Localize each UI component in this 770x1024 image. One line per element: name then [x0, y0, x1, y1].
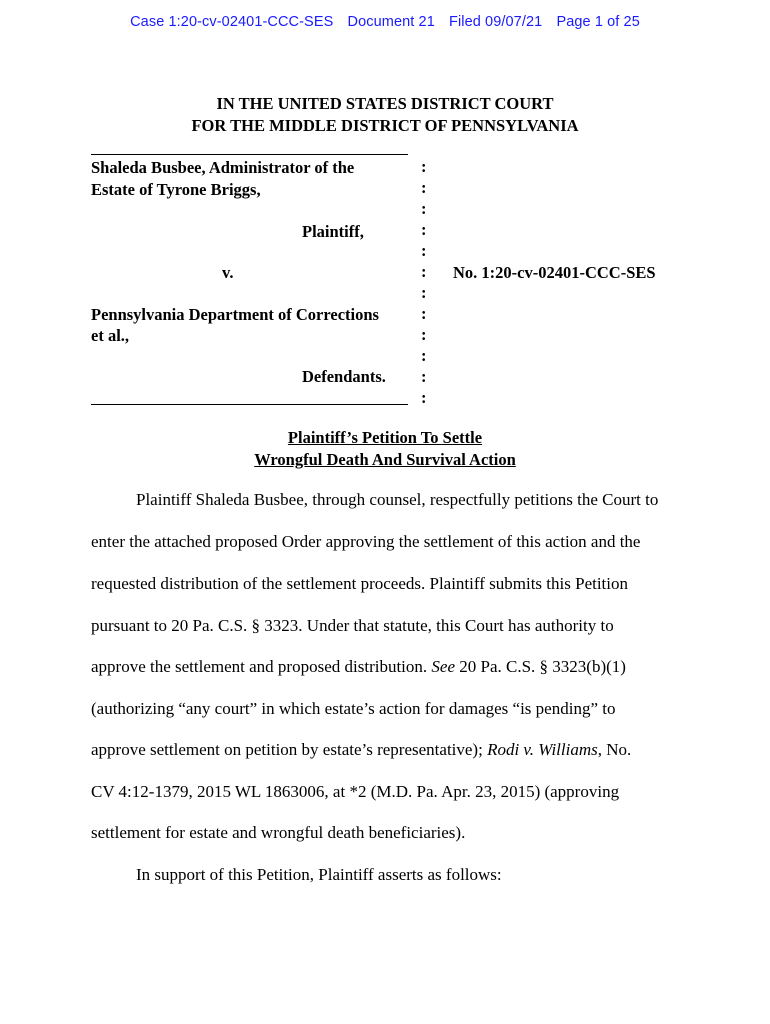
defendant-name-line-2: et al., [91, 326, 130, 345]
plaintiff-role: Plaintiff, [302, 222, 364, 241]
body-line: CV 4:12-1379, 2015 WL 1863006, at *2 (M.D. Pa. Apr. 23, 2015) (approving [91, 782, 620, 801]
petition-title-line-2: Wrongful Death And Survival Action [254, 450, 516, 469]
caption-colon: : [421, 304, 427, 323]
caption-colon: : [421, 388, 427, 407]
defendant-role: Defendants. [302, 367, 386, 386]
signal-see: See [431, 657, 455, 676]
caption-colon: : [421, 262, 427, 281]
body-line [91, 740, 631, 760]
body-line: Plaintiff Shaleda Busbee, through counsel, respectfully petitions the Court to [136, 490, 659, 509]
court-name-line-2: FOR THE MIDDLE DISTRICT OF PENNSYLVANIA [191, 116, 579, 135]
body-line: (authorizing “any court” in which estate’s action for damages “is pending” to [91, 699, 616, 718]
caption-colon: : [421, 325, 427, 344]
body-line: enter the attached proposed Order approving the settlement of this action and the [91, 532, 641, 551]
body-line: requested distribution of the settlement proceeds. Plaintiff submits this Petition [91, 574, 629, 593]
ecf-header [0, 14, 770, 30]
case-citation: Rodi v. Williams [487, 740, 598, 759]
body-text: , No. [597, 740, 632, 759]
court-name-line-1: IN THE UNITED STATES DISTRICT COURT [216, 94, 554, 113]
body-text: approve settlement on petition by estate’s representative); [91, 740, 488, 759]
case-number: No. 1:20-cv-02401-CCC-SES [453, 263, 656, 282]
caption-colon: : [421, 241, 427, 260]
body-text: 20 Pa. C.S. § 3323(b)(1) [455, 657, 626, 676]
versus: v. [222, 263, 234, 282]
document-number-stamp: Document 21 [347, 14, 435, 30]
plaintiff-name-line-2: Estate of Tyrone Briggs, [91, 180, 261, 199]
page-number-stamp: Page 1 of 25 [556, 14, 640, 30]
caption-bottom-rule [91, 404, 408, 405]
caption-colon: : [421, 199, 427, 218]
caption-colon: : [421, 346, 427, 365]
petition-title-line-1: Plaintiff’s Petition To Settle [287, 428, 483, 447]
caption-colon: : [421, 283, 427, 302]
plaintiff-name-line-1: Shaleda Busbee, Administrator of the [91, 158, 355, 177]
defendant-name-line-1: Pennsylvania Department of Corrections [91, 305, 379, 324]
body-line [91, 657, 626, 677]
filed-date-stamp: Filed 09/07/21 [449, 14, 543, 30]
body-line: In support of this Petition, Plaintiff asserts as follows: [136, 865, 502, 884]
body-text: approve the settlement and proposed distribution. [91, 657, 432, 676]
caption-colon: : [421, 178, 427, 197]
caption-top-rule [91, 154, 408, 155]
case-number-stamp: Case 1:20-cv-02401-CCC-SES [130, 14, 334, 30]
body-line: settlement for estate and wrongful death beneficiaries). [91, 823, 466, 842]
caption-colon: : [421, 157, 427, 176]
caption-colon: : [421, 367, 427, 386]
caption-colon: : [421, 220, 427, 239]
body-line: pursuant to 20 Pa. C.S. § 3323. Under that statute, this Court has authority to [91, 616, 614, 635]
